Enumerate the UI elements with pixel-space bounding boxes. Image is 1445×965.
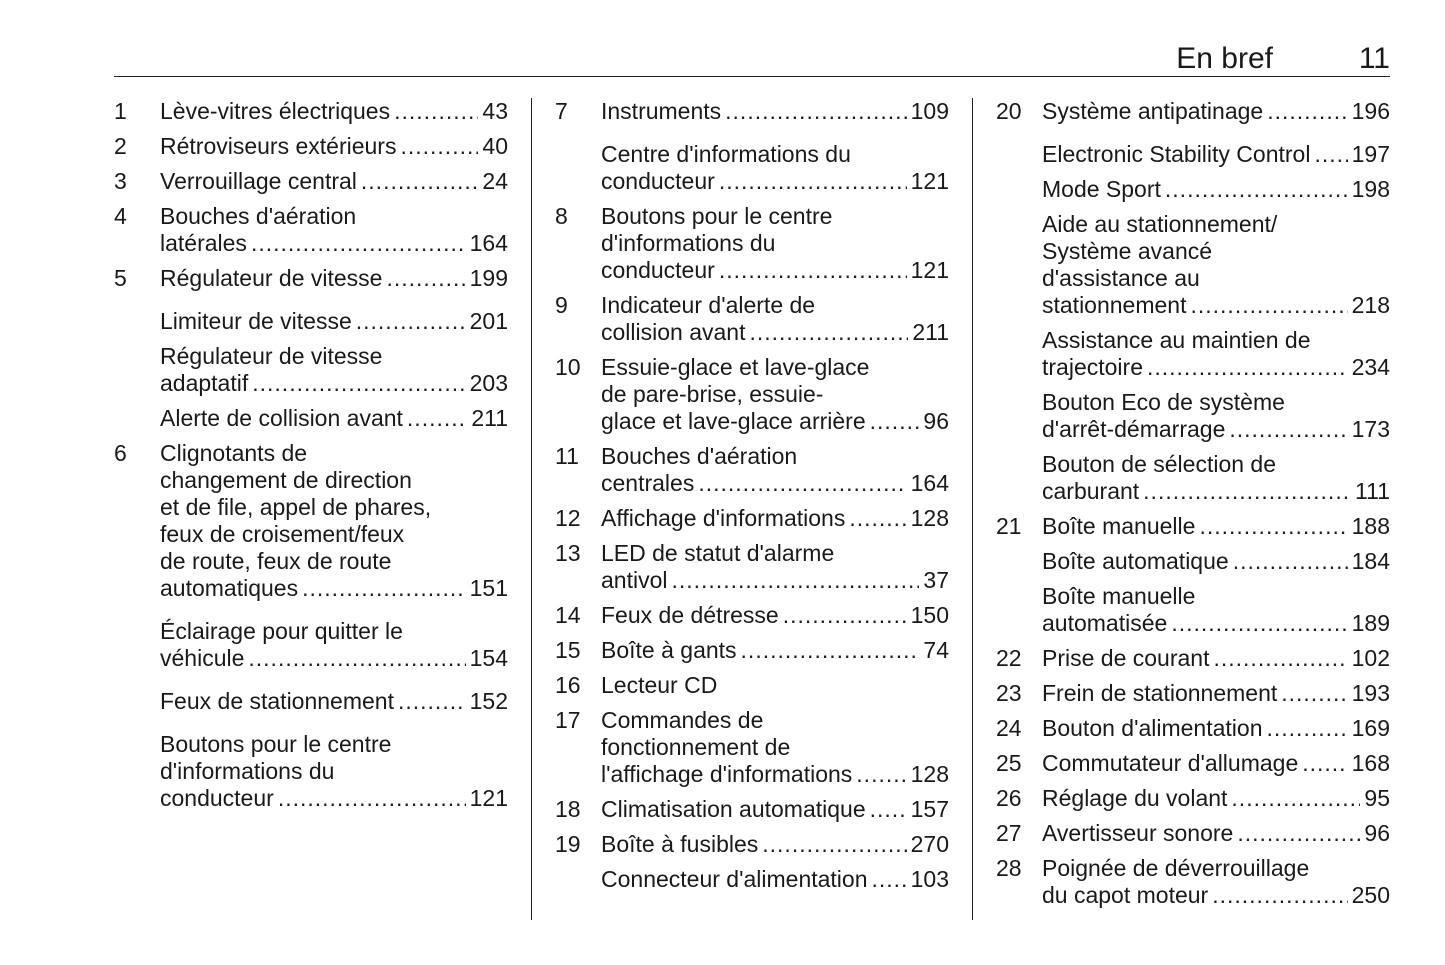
- entry-text-line: l'affichage d'informations: [601, 761, 853, 787]
- dot-leader: [1143, 478, 1351, 505]
- entry-text-line: fonctionnement de: [601, 734, 791, 760]
- page-reference[interactable]: 168: [1351, 750, 1390, 776]
- index-entry: [555, 637, 949, 664]
- page-reference[interactable]: 211: [471, 405, 508, 431]
- page-reference[interactable]: 121: [910, 168, 949, 194]
- index-entry: [996, 750, 1390, 777]
- entry-number: 16: [555, 672, 581, 698]
- page-reference[interactable]: 197: [1351, 141, 1390, 167]
- entry-text-line: Avertisseur sonore: [1042, 820, 1234, 846]
- dot-leader: [870, 796, 907, 823]
- index-subentry: [114, 731, 508, 812]
- entry-number: 22: [996, 645, 1022, 671]
- index-entry: [114, 440, 508, 602]
- dot-leader: [1231, 785, 1360, 812]
- page-reference[interactable]: 128: [910, 761, 949, 787]
- entry-text-line: Boutons pour le centre: [601, 203, 833, 229]
- entry-number: 24: [996, 715, 1022, 741]
- dot-leader: [1314, 141, 1347, 168]
- entry-text-line: d'arrêt-démarrage: [1042, 416, 1226, 442]
- index-subentry: [996, 211, 1390, 319]
- page-reference[interactable]: 154: [469, 645, 508, 671]
- entry-text-line: Essuie-glace et lave-glace: [601, 354, 870, 380]
- page-reference[interactable]: 96: [923, 408, 949, 434]
- dot-leader: [398, 688, 466, 715]
- page-reference[interactable]: 199: [469, 265, 508, 291]
- page-reference[interactable]: 270: [910, 831, 949, 857]
- entry-number: 5: [114, 265, 127, 291]
- page-reference[interactable]: 189: [1351, 610, 1390, 636]
- index-subentry: [996, 451, 1390, 505]
- page-reference[interactable]: 164: [469, 230, 508, 256]
- index-entry: [996, 855, 1390, 909]
- page-reference[interactable]: 188: [1351, 513, 1390, 539]
- dot-leader: [856, 761, 906, 788]
- index-subentry: [114, 618, 508, 672]
- entry-text-line: Bouton d'alimentation: [1042, 715, 1263, 741]
- dot-leader: [741, 637, 920, 664]
- entry-text-line: Clignotants de: [160, 440, 308, 466]
- index-entry: [555, 707, 949, 788]
- page-reference[interactable]: 40: [482, 133, 508, 159]
- entry-text-line: Rétroviseurs extérieurs: [160, 133, 397, 159]
- entry-text-line: Connecteur d'alimentation: [601, 866, 868, 892]
- entry-text-line: Affichage d'informations: [601, 505, 846, 531]
- dot-leader: [1199, 513, 1347, 540]
- page-reference[interactable]: 109: [910, 98, 949, 124]
- dot-leader: [278, 785, 466, 812]
- index-subentry: [114, 688, 508, 715]
- dot-leader: [361, 168, 479, 195]
- entry-number: 26: [996, 785, 1022, 811]
- entry-text-line: Réglage du volant: [1042, 785, 1228, 811]
- page-reference[interactable]: 234: [1351, 354, 1390, 380]
- dot-leader: [719, 168, 907, 195]
- entry-text-line: Poignée de déverrouillage: [1042, 855, 1310, 881]
- column-divider: [531, 98, 532, 920]
- page-reference[interactable]: 151: [469, 575, 508, 601]
- page-number: 11: [1358, 42, 1390, 75]
- dot-leader: [248, 645, 465, 672]
- entry-text-line: Verrouillage central: [160, 168, 357, 194]
- page-reference[interactable]: 164: [910, 470, 949, 496]
- dot-leader: [719, 257, 907, 284]
- entry-text-line: adaptatif: [160, 370, 249, 396]
- entry-text-line: Bouton Eco de système: [1042, 389, 1285, 415]
- entry-text-line: latérales: [160, 230, 247, 256]
- entry-text-line: Feux de détresse: [601, 602, 779, 628]
- dot-leader: [1212, 882, 1347, 909]
- entry-text-line: Indicateur d'alerte de: [601, 292, 816, 318]
- entry-text-line: Instruments: [601, 98, 722, 124]
- index-subentry: [555, 866, 949, 893]
- entry-text-line: Limiteur de vitesse: [160, 308, 352, 334]
- page-reference[interactable]: 74: [923, 637, 949, 663]
- entry-number: 13: [555, 540, 581, 566]
- entry-number: 20: [996, 98, 1022, 124]
- dot-leader: [783, 602, 907, 629]
- entry-text-line: Lève-vitres électriques: [160, 98, 391, 124]
- entry-text-line: Alerte de collision avant: [160, 405, 403, 431]
- dot-leader: [725, 98, 906, 125]
- page-reference[interactable]: 111: [1355, 478, 1390, 504]
- entry-text-line: d'informations du: [160, 758, 335, 784]
- index-entry: [996, 820, 1390, 847]
- entry-text-line: Aide au stationnement/: [1042, 211, 1278, 237]
- dot-leader: [302, 575, 466, 602]
- page-reference[interactable]: 102: [1351, 645, 1390, 671]
- page-reference[interactable]: 121: [469, 785, 508, 811]
- dot-leader: [251, 230, 466, 257]
- page-reference[interactable]: 103: [910, 866, 949, 892]
- entry-number: 12: [555, 505, 581, 531]
- index-entry: [555, 292, 949, 346]
- entry-text-line: Lecteur CD: [601, 672, 718, 698]
- entry-number: 9: [555, 292, 568, 318]
- entry-text-line: centrales: [601, 470, 695, 496]
- column-divider: [972, 98, 973, 920]
- dot-leader: [749, 319, 908, 346]
- index-entry: [996, 680, 1390, 707]
- dot-leader: [1267, 715, 1348, 742]
- dot-leader: [356, 308, 466, 335]
- index-entry: [555, 505, 949, 532]
- page-reference[interactable]: 152: [469, 688, 508, 714]
- index-subentry: [114, 405, 508, 432]
- entry-text-line: automatiques: [160, 575, 299, 601]
- entry-number: 25: [996, 750, 1022, 776]
- entry-text-line: Boîte manuelle: [1042, 513, 1196, 539]
- entry-number: 6: [114, 440, 127, 466]
- dot-leader: [1233, 548, 1348, 575]
- dot-leader: [1281, 680, 1347, 707]
- entry-text-line: conducteur: [601, 168, 715, 194]
- entry-text-line: trajectoire: [1042, 354, 1143, 380]
- entry-text-line: conducteur: [601, 257, 715, 283]
- index-subentry: [555, 141, 949, 195]
- page-reference[interactable]: 157: [910, 796, 949, 822]
- dot-leader: [1171, 610, 1347, 637]
- index-subentry: [996, 327, 1390, 381]
- entry-number: 14: [555, 602, 581, 628]
- entry-number: 19: [555, 831, 581, 857]
- dot-leader: [698, 470, 906, 497]
- dot-leader: [252, 370, 465, 397]
- entry-number: 28: [996, 855, 1022, 881]
- page-reference[interactable]: 128: [910, 505, 949, 531]
- index-entry: [996, 785, 1390, 812]
- entry-text-line: conducteur: [160, 785, 274, 811]
- page-reference[interactable]: 196: [1351, 98, 1390, 124]
- entry-text-line: d'informations du: [601, 230, 776, 256]
- dot-leader: [1165, 176, 1348, 203]
- entry-text-line: Prise de courant: [1042, 645, 1210, 671]
- entry-number: 23: [996, 680, 1022, 706]
- entry-text-line: Feux de stationnement: [160, 688, 394, 714]
- entry-number: 1: [114, 98, 127, 124]
- entry-text-line: Système antipatinage: [1042, 98, 1264, 124]
- entry-text-line: Boîte à fusibles: [601, 831, 759, 857]
- section-title: En bref: [1176, 42, 1273, 75]
- dot-leader: [762, 831, 906, 858]
- entry-number: 10: [555, 354, 581, 380]
- index-entry: [555, 672, 949, 699]
- dot-leader: [1213, 645, 1347, 672]
- entry-number: 27: [996, 820, 1022, 846]
- index-entry: [555, 831, 949, 858]
- entry-text-line: Centre d'informations du: [601, 141, 851, 167]
- page-reference[interactable]: 193: [1351, 680, 1390, 706]
- entry-text-line: Electronic Stability Control: [1042, 141, 1311, 167]
- index-entry: [114, 133, 508, 160]
- entry-text-line: d'assistance au: [1042, 265, 1200, 291]
- entry-number: 2: [114, 133, 127, 159]
- index-subentry: [114, 343, 508, 397]
- entry-number: 11: [555, 443, 579, 469]
- entry-number: 3: [114, 168, 127, 194]
- page-reference[interactable]: 37: [923, 567, 949, 593]
- index-entry: [114, 168, 508, 195]
- index-entry: [114, 203, 508, 257]
- index-subentry: [996, 176, 1390, 203]
- entry-number: 18: [555, 796, 581, 822]
- entry-text-line: Bouches d'aération: [160, 203, 357, 229]
- dot-leader: [872, 866, 907, 893]
- index-entry: [996, 98, 1390, 125]
- entry-number: 17: [555, 707, 581, 733]
- index-entry: [555, 354, 949, 435]
- entry-text-line: Assistance au maintien de: [1042, 327, 1311, 353]
- dot-leader: [849, 505, 906, 532]
- dot-leader: [1302, 750, 1347, 777]
- page-reference[interactable]: 184: [1351, 548, 1390, 574]
- index-entry: [555, 602, 949, 629]
- entry-text-line: carburant: [1042, 478, 1140, 504]
- entry-number: 15: [555, 637, 581, 663]
- entry-text-line: Régulateur de vitesse: [160, 265, 383, 291]
- index-entry: [114, 265, 508, 292]
- index-column-1: [114, 96, 508, 812]
- entry-text-line: Commandes de: [601, 707, 764, 733]
- index-subentry: [114, 308, 508, 335]
- dot-leader: [1190, 292, 1347, 319]
- dot-leader: [400, 133, 478, 160]
- index-entry: [555, 540, 949, 594]
- dot-leader: [1267, 98, 1347, 125]
- entry-text-line: Bouches d'aération: [601, 443, 798, 469]
- index-entry: [996, 645, 1390, 672]
- entry-text-line: changement de direction: [160, 467, 412, 493]
- entry-text-line: Éclairage pour quitter le: [160, 618, 403, 644]
- page-reference[interactable]: 150: [910, 602, 949, 628]
- index-entry: [114, 98, 508, 125]
- page-reference[interactable]: 250: [1351, 882, 1390, 908]
- index-entry: [996, 513, 1390, 540]
- page-reference[interactable]: 218: [1351, 292, 1390, 318]
- index-entry: [996, 715, 1390, 742]
- index-subentry: [996, 583, 1390, 637]
- page-reference[interactable]: 173: [1351, 416, 1390, 442]
- entry-text-line: et de file, appel de phares,: [160, 494, 432, 520]
- entry-text-line: stationnement: [1042, 292, 1187, 318]
- entry-text-line: feux de croisement/feux: [160, 521, 405, 547]
- page-reference[interactable]: 198: [1351, 176, 1390, 202]
- entry-text-line: Mode Sport: [1042, 176, 1161, 202]
- index-subentry: [996, 389, 1390, 443]
- dot-leader: [1229, 416, 1347, 443]
- entry-text-line: Bouton de sélection de: [1042, 451, 1277, 477]
- entry-text-line: de route, feux de route: [160, 548, 392, 574]
- page-reference[interactable]: 24: [482, 168, 508, 194]
- dot-leader: [870, 408, 920, 435]
- dot-leader: [394, 98, 478, 125]
- entry-text-line: véhicule: [160, 645, 245, 671]
- page-reference[interactable]: 201: [469, 308, 508, 334]
- entry-text-line: du capot moteur: [1042, 882, 1209, 908]
- entry-text-line: Climatisation automatique: [601, 796, 866, 822]
- entry-text-line: Boîte à gants: [601, 637, 737, 663]
- entry-text-line: automatisée: [1042, 610, 1168, 636]
- page-reference[interactable]: 43: [482, 98, 508, 124]
- index-column-2: [555, 96, 949, 893]
- entry-text-line: glace et lave-glace arrière: [601, 408, 866, 434]
- entry-text-line: Boutons pour le centre: [160, 731, 392, 757]
- index-entry: [555, 98, 949, 125]
- page-reference[interactable]: 169: [1351, 715, 1390, 741]
- entry-number: 4: [114, 203, 127, 229]
- dot-leader: [386, 265, 465, 292]
- entry-text-line: Boîte automatique: [1042, 548, 1229, 574]
- index-entry: [555, 443, 949, 497]
- entry-text-line: Système avancé: [1042, 238, 1213, 264]
- entry-text-line: LED de statut d'alarme: [601, 540, 835, 566]
- dot-leader: [1147, 354, 1348, 381]
- entry-number: 7: [555, 98, 568, 124]
- entry-text-line: collision avant: [601, 319, 746, 345]
- page-reference[interactable]: 121: [910, 257, 949, 283]
- entry-text-line: Régulateur de vitesse: [160, 343, 383, 369]
- entry-text-line: Commutateur d'allumage: [1042, 750, 1299, 776]
- entry-text-line: Boîte manuelle: [1042, 583, 1196, 609]
- index-entry: [555, 796, 949, 823]
- page-reference[interactable]: 211: [912, 319, 949, 345]
- index-entry: [555, 203, 949, 284]
- index-subentry: [996, 141, 1390, 168]
- entry-text-line: antivol: [601, 567, 668, 593]
- page-reference[interactable]: 203: [469, 370, 508, 396]
- entry-number: 21: [996, 513, 1022, 539]
- page-header: [114, 38, 1390, 77]
- index-column-3: [996, 96, 1390, 909]
- dot-leader: [407, 405, 467, 432]
- entry-number: 8: [555, 203, 568, 229]
- entry-text-line: Frein de stationnement: [1042, 680, 1278, 706]
- dot-leader: [1237, 820, 1360, 847]
- page-reference[interactable]: 95: [1364, 785, 1390, 811]
- dot-leader: [671, 567, 919, 594]
- page-reference[interactable]: 96: [1364, 820, 1390, 846]
- entry-text-line: de pare-brise, essuie-: [601, 381, 824, 407]
- index-subentry: [996, 548, 1390, 575]
